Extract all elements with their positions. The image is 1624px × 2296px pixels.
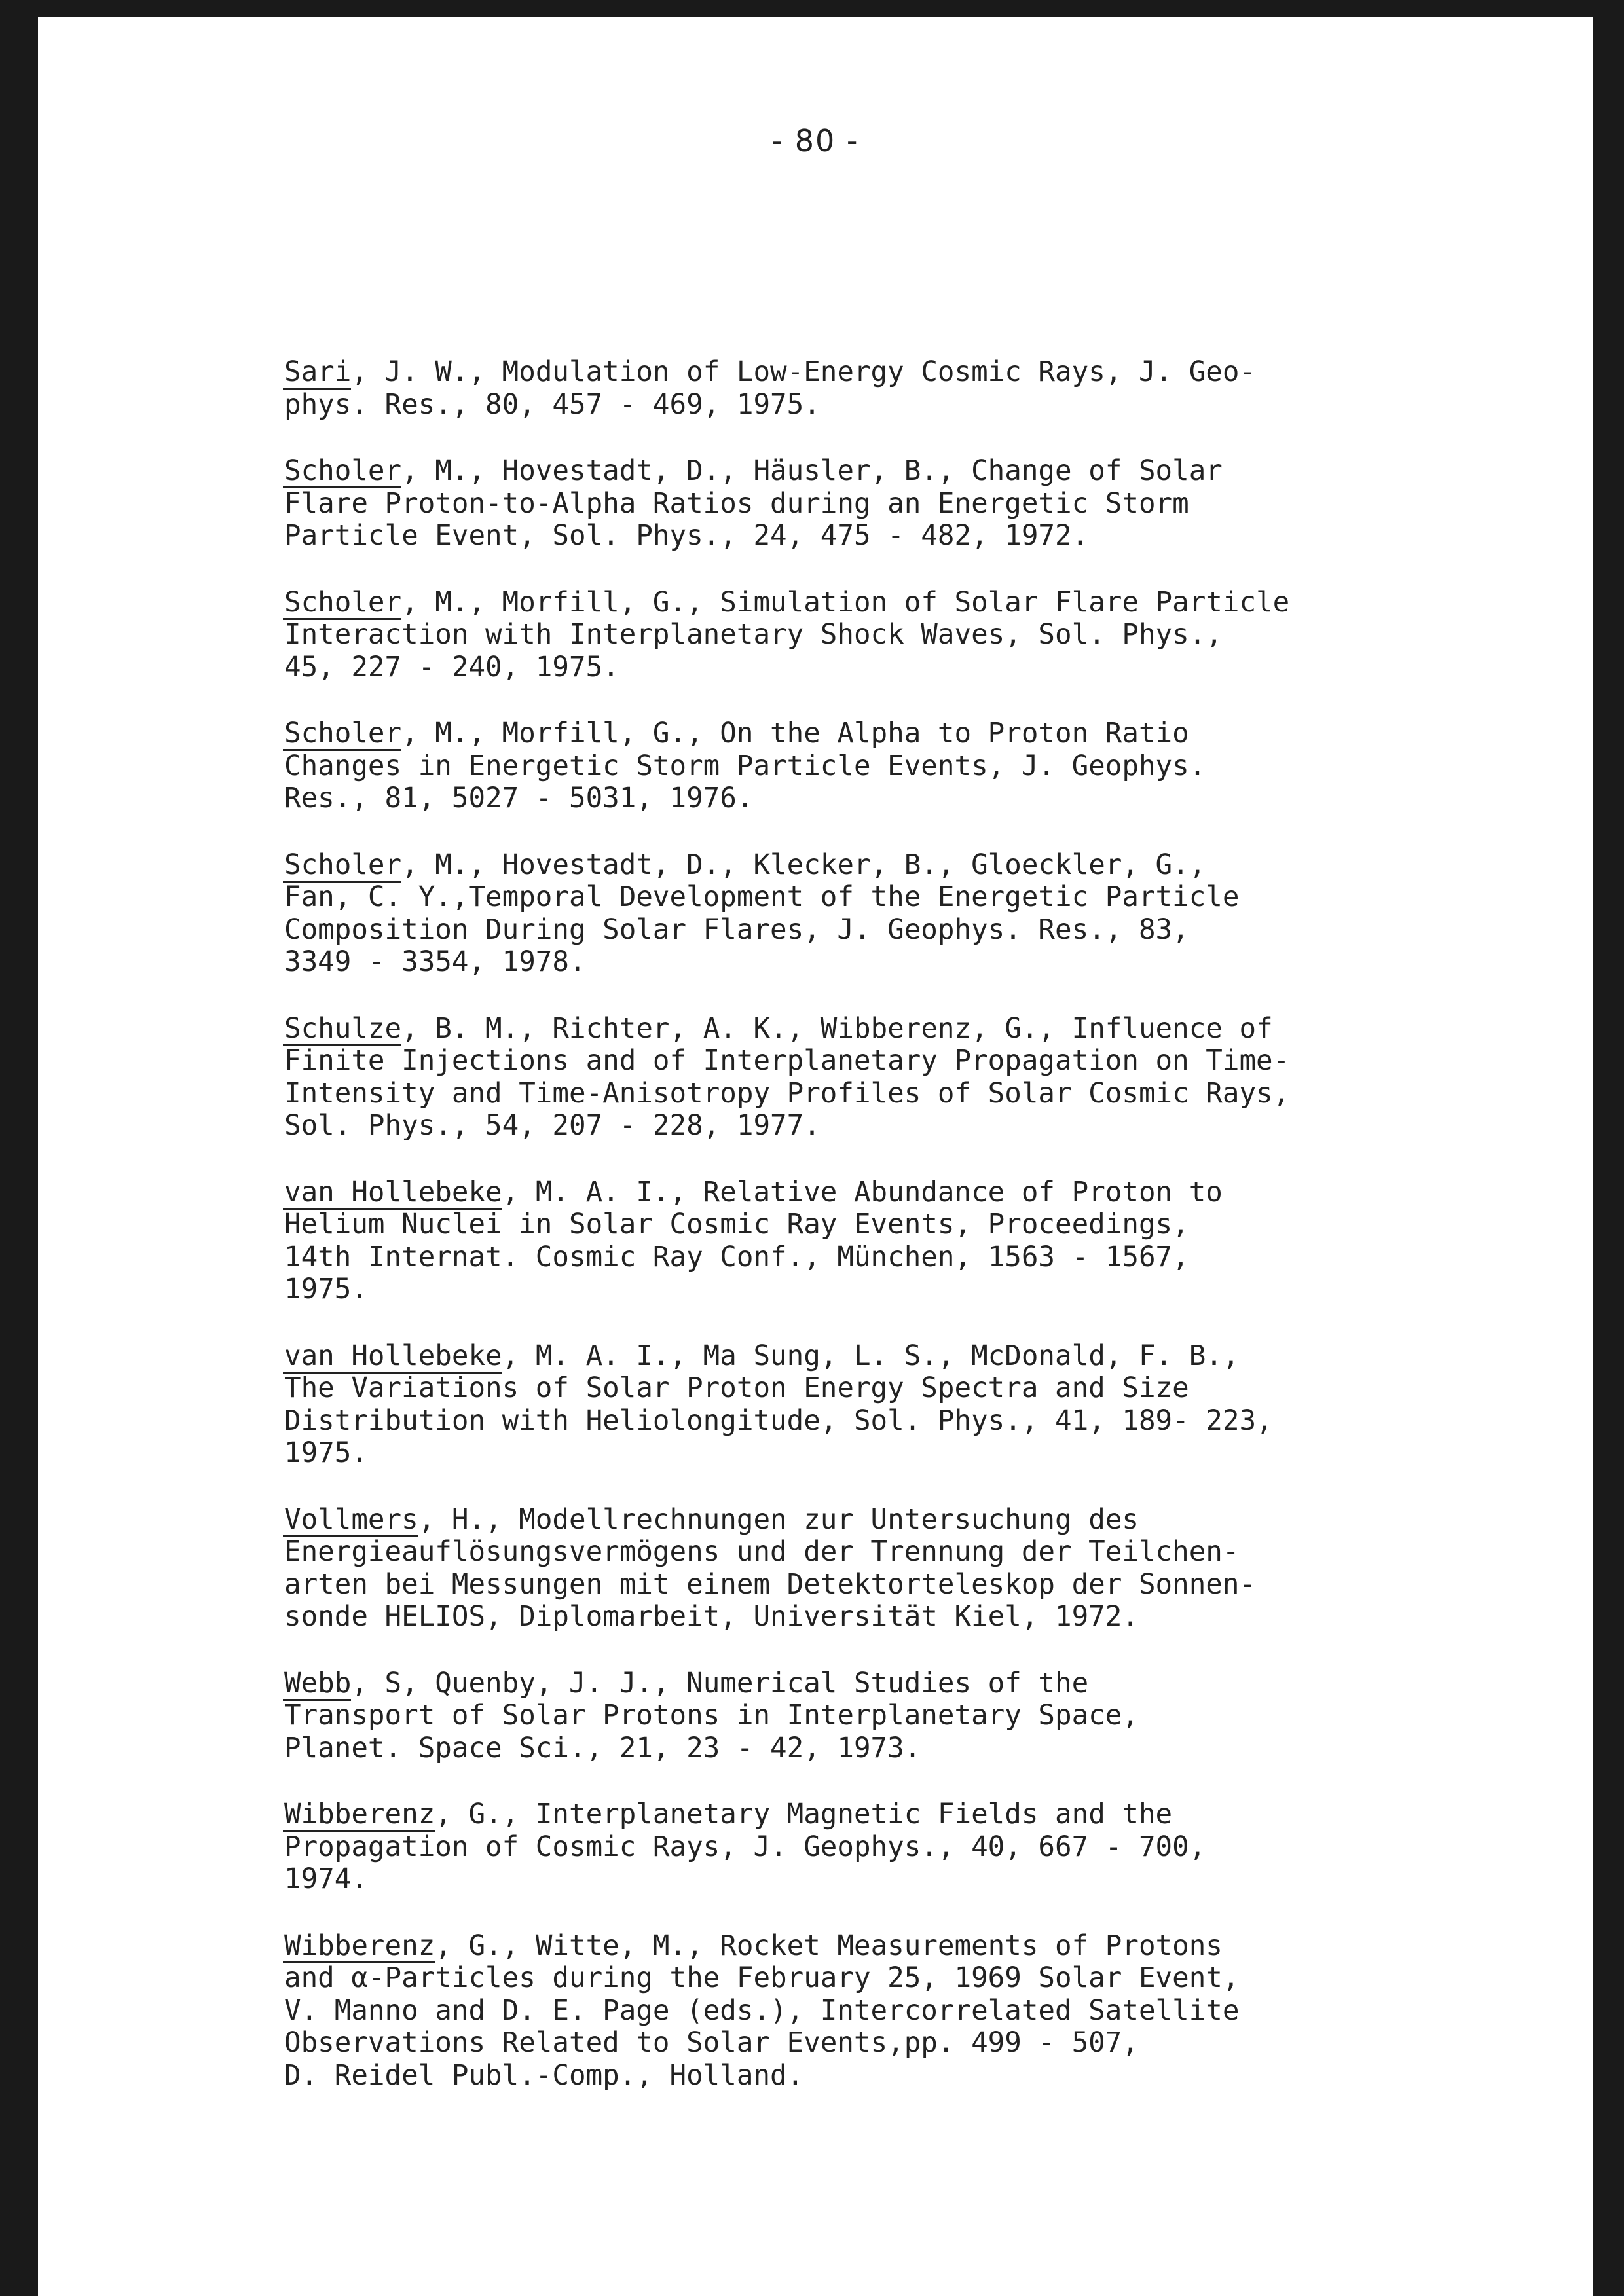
reference-line: Interaction with Interplanetary Shock Waves, Sol. Phys., bbox=[284, 619, 1223, 651]
reference-line: Energieauflösungsvermögens und der Trennung der Teilchen- bbox=[284, 1536, 1240, 1568]
reference-entry bbox=[284, 1798, 1528, 1896]
reference-entry bbox=[284, 587, 1528, 684]
reference-text: , G., Witte, M., Rocket Measurements of Protons bbox=[435, 1929, 1223, 1962]
reference-author: van Hollebeke bbox=[284, 1339, 502, 1372]
reference-author: Webb bbox=[284, 1667, 352, 1700]
reference-author: Wibberenz bbox=[284, 1798, 435, 1831]
reference-text: , B. M., Richter, A. K., Wibberenz, G., Influence of bbox=[401, 1012, 1273, 1045]
reference-entry bbox=[284, 356, 1528, 421]
reference-author: Schulze bbox=[284, 1012, 402, 1045]
reference-line: 1974. bbox=[284, 1863, 368, 1895]
reference-entry bbox=[284, 1176, 1528, 1306]
reference-line: Intensity and Time-Anisotropy Profiles of Solar Cosmic Rays, bbox=[284, 1077, 1290, 1110]
reference-line: Propagation of Cosmic Rays, J. Geophys., 40, 667 - 700, bbox=[284, 1831, 1206, 1863]
reference-entry bbox=[284, 1930, 1528, 2092]
reference-text: , M. A. I., Ma Sung, L. S., McDonald, F. B., bbox=[502, 1339, 1240, 1372]
reference-text: , M., Hovestadt, D., Klecker, B., Gloeckler, G., bbox=[401, 848, 1206, 881]
reference-author: Scholer bbox=[284, 586, 402, 619]
reference-line bbox=[284, 1176, 1528, 1209]
reference-line: phys. Res., 80, 457 - 469, 1975. bbox=[284, 388, 821, 421]
reference-line: Fan, C. Y.,Temporal Development of the Energetic Particle bbox=[284, 881, 1240, 913]
reference-line: Observations Related to Solar Events,pp. 499 - 507, bbox=[284, 2027, 1139, 2059]
reference-entry bbox=[284, 455, 1528, 553]
reference-entry bbox=[284, 1667, 1528, 1765]
reference-line bbox=[284, 1340, 1528, 1373]
reference-author: Scholer bbox=[284, 455, 402, 487]
reference-line: Flare Proton-to-Alpha Ratios during an Energetic Storm bbox=[284, 487, 1189, 520]
reference-line: Finite Injections and of Interplanetary Propagation on Time- bbox=[284, 1045, 1290, 1077]
reference-text: , J. W., Modulation of Low-Energy Cosmic Rays, J. Geo- bbox=[351, 356, 1257, 388]
reference-entry bbox=[284, 1340, 1528, 1470]
reference-author: Wibberenz bbox=[284, 1929, 435, 1962]
reference-author: Vollmers bbox=[284, 1503, 418, 1536]
reference-line: 1975. bbox=[284, 1273, 368, 1305]
reference-line bbox=[284, 849, 1528, 882]
reference-text: , M., Hovestadt, D., Häusler, B., Change of Solar bbox=[401, 455, 1223, 487]
reference-line bbox=[284, 1013, 1528, 1046]
reference-line: The Variations of Solar Proton Energy Spectra and Size bbox=[284, 1372, 1189, 1404]
page-number: - 80 - bbox=[771, 123, 859, 158]
reference-line: sonde HELIOS, Diplomarbeit, Universität Kiel, 1972. bbox=[284, 1601, 1139, 1633]
reference-line bbox=[284, 587, 1528, 619]
reference-line: Res., 81, 5027 - 5031, 1976. bbox=[284, 782, 754, 814]
reference-line: Sol. Phys., 54, 207 - 228, 1977. bbox=[284, 1110, 821, 1142]
reference-line: Changes in Energetic Storm Particle Events, J. Geophys. bbox=[284, 750, 1206, 782]
reference-line: 1975. bbox=[284, 1437, 368, 1469]
reference-line: Composition During Solar Flares, J. Geophys. Res., 83, bbox=[284, 913, 1189, 946]
reference-line: Distribution with Heliolongitude, Sol. Phys., 41, 189- 223, bbox=[284, 1404, 1273, 1437]
reference-line: Helium Nuclei in Solar Cosmic Ray Events, Proceedings, bbox=[284, 1209, 1189, 1241]
reference-text: , S, Quenby, J. J., Numerical Studies of the bbox=[351, 1667, 1089, 1700]
reference-author: Scholer bbox=[284, 718, 402, 750]
reference-author: Scholer bbox=[284, 848, 402, 881]
reference-line: 14th Internat. Cosmic Ray Conf., München, 1563 - 1567, bbox=[284, 1241, 1189, 1273]
reference-line: 45, 227 - 240, 1975. bbox=[284, 651, 619, 683]
reference-line bbox=[284, 718, 1528, 750]
reference-line: Particle Event, Sol. Phys., 24, 475 - 482, 1972. bbox=[284, 520, 1089, 552]
reference-author: Sari bbox=[284, 356, 352, 388]
reference-line: arten bei Messungen mit einem Detektorteleskop der Sonnen- bbox=[284, 1568, 1257, 1601]
reference-line: Planet. Space Sci., 21, 23 - 42, 1973. bbox=[284, 1732, 921, 1764]
reference-line: and α-Particles during the February 25, 1969 Solar Event, bbox=[284, 1962, 1240, 1994]
reference-entry bbox=[284, 1504, 1528, 1633]
reference-line bbox=[284, 1798, 1528, 1831]
reference-entry bbox=[284, 849, 1528, 979]
reference-text: , H., Modellrechnungen zur Untersuchung des bbox=[418, 1503, 1139, 1536]
reference-line bbox=[284, 356, 1528, 389]
reference-line: Transport of Solar Protons in Interplanetary Space, bbox=[284, 1700, 1139, 1732]
reference-list bbox=[284, 356, 1528, 2126]
reference-line bbox=[284, 1504, 1528, 1537]
reference-text: , M. A. I., Relative Abundance of Proton to bbox=[502, 1176, 1223, 1209]
document-page bbox=[38, 17, 1593, 2296]
reference-text: , G., Interplanetary Magnetic Fields and the bbox=[435, 1798, 1173, 1831]
reference-text: , M., Morfill, G., Simulation of Solar Flare Particle bbox=[401, 586, 1290, 619]
reference-text: , M., Morfill, G., On the Alpha to Proton Ratio bbox=[401, 718, 1189, 750]
reference-entry bbox=[284, 1013, 1528, 1142]
reference-author: van Hollebeke bbox=[284, 1176, 502, 1209]
reference-line bbox=[284, 1930, 1528, 1963]
reference-line: D. Reidel Publ.-Comp., Holland. bbox=[284, 2059, 804, 2092]
reference-line bbox=[284, 1667, 1528, 1700]
reference-entry bbox=[284, 718, 1528, 815]
reference-line: V. Manno and D. E. Page (eds.), Intercorrelated Satellite bbox=[284, 1994, 1240, 2027]
reference-line bbox=[284, 455, 1528, 488]
reference-line: 3349 - 3354, 1978. bbox=[284, 946, 586, 978]
